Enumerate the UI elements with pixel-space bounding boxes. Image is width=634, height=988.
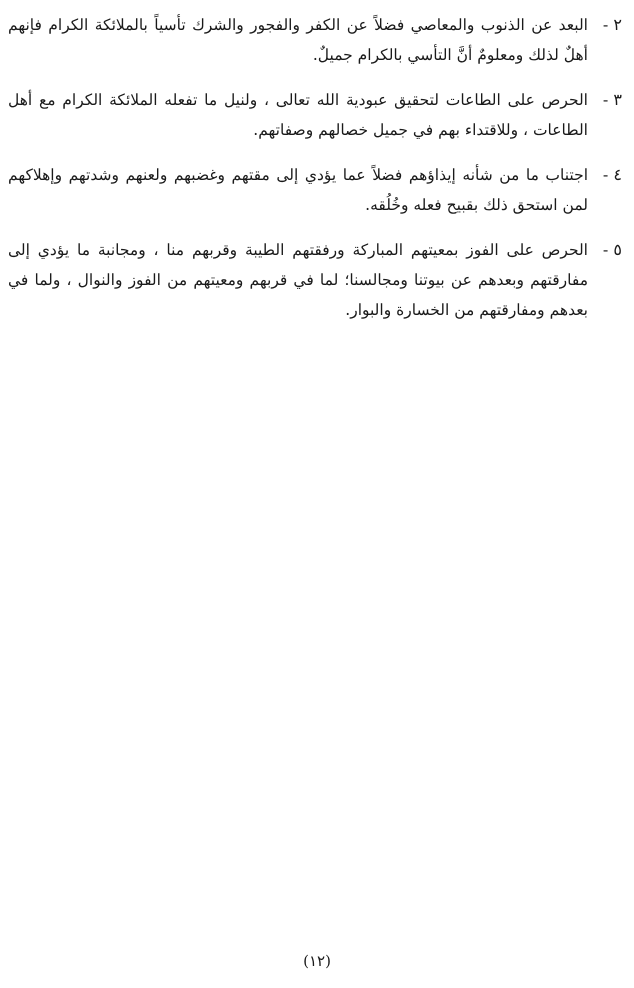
list-item-4 — [8, 160, 622, 220]
list-item-text: الحرص على الفوز بمعيتهم المباركة ورفقتهم الطيبة وقربهم منا ، ومجانبة ما يؤدي إلى مفارقتهم وبعدهم عن بيوتنا ومجالسنا؛ لما في قربهم ومعيتهم من الفوز والنوال ، ولما في بعدهم ومفارقتهم من الخسارة والبوار. — [8, 241, 588, 319]
list-item-text: اجتناب ما من شأنه إيذاؤهم فضلاً عما يؤدي إلى مقتهم وغضبهم ولعنهم وشدتهم وإهلاكهم لمن استحق ذلك بقبيح فعله وخُلُقه. — [8, 166, 588, 214]
numbered-list — [8, 10, 622, 340]
list-item-text: الحرص على الطاعات لتحقيق عبودية الله تعالى ، ولنيل ما تفعله الملائكة الكرام مع أهل الطاعات ، وللاقتداء بهم في جميل خصالهم وصفاتهم. — [8, 91, 588, 139]
list-item-number: ٣ - — [602, 90, 622, 109]
list-item-number: ٥ - — [602, 240, 622, 259]
list-item-text: البعد عن الذنوب والمعاصي فضلاً عن الكفر والفجور والشرك تأسياً بالملائكة الكرام فإنهم أهلٌ لذلك ومعلومٌ أنَّ التأسي بالكرام جميلٌ. — [8, 16, 588, 64]
list-item-number: ٢ - — [602, 15, 622, 34]
list-item-number: ٤ - — [602, 165, 622, 184]
list-item-5 — [8, 235, 622, 325]
list-item-3 — [8, 85, 622, 145]
page-number: (١٢) — [303, 952, 331, 970]
list-item-2 — [8, 10, 622, 70]
